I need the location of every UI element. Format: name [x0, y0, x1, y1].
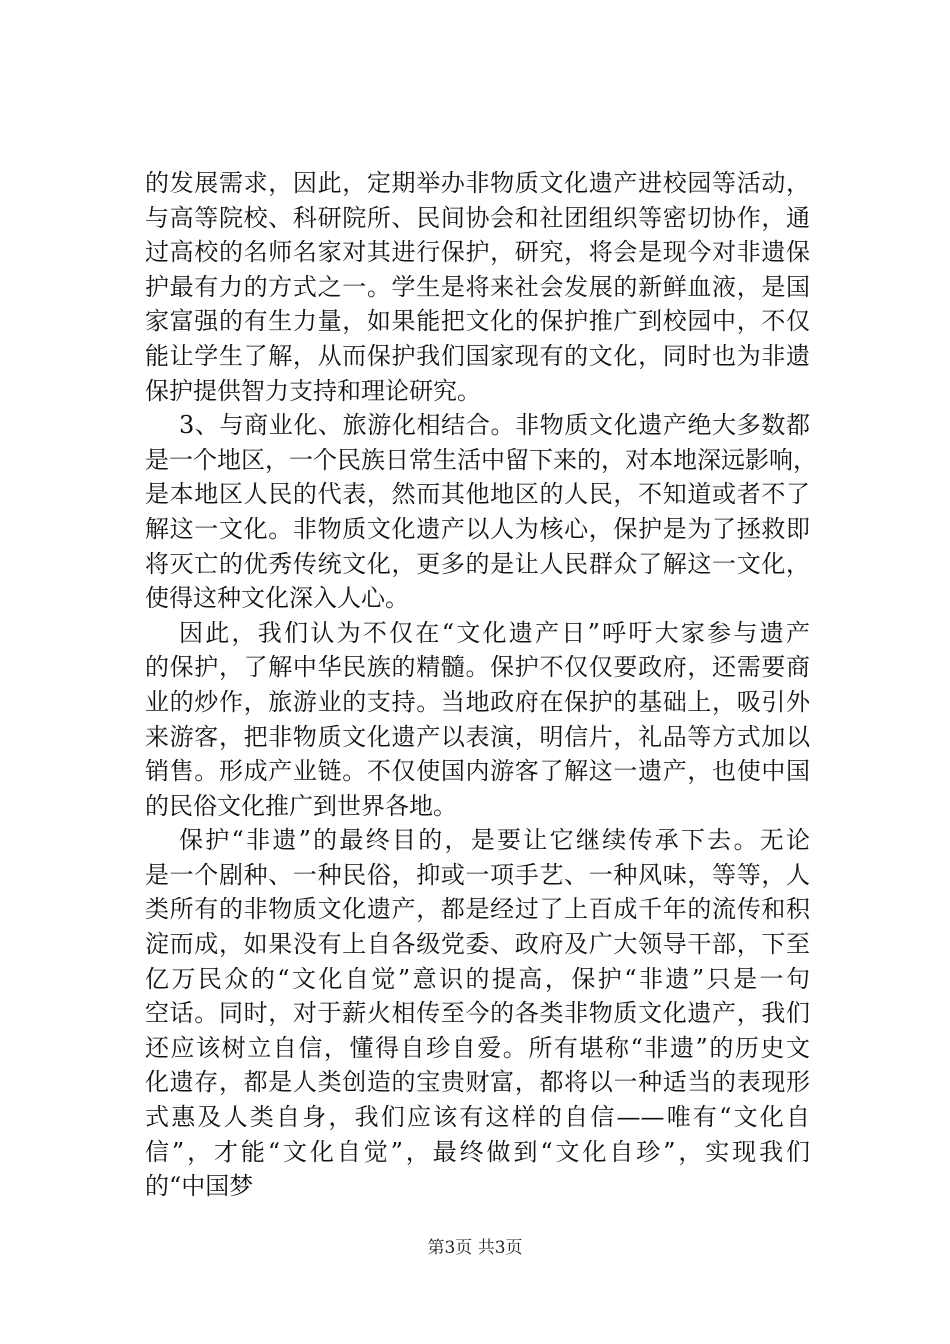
- paragraph-4-line: 是一个剧种、一种民俗，抑或一项手艺、一种风味，等等，人: [145, 860, 810, 889]
- page-footer: 第3页 共3页: [427, 1238, 523, 1258]
- document-body: [145, 166, 817, 1204]
- paragraph-1-line: 的发展需求，因此，定期举办非物质文化遗产进校园等活动，: [145, 169, 810, 197]
- paragraph-1-line: 保护提供智力支持和理论研究。: [145, 376, 481, 405]
- paragraph-1-line: 过高校的名师名家对其进行保护，研究，将会是现今对非遗保: [145, 238, 810, 267]
- paragraph-4-line: 保护“非遗”的最终目的，是要让它继续传承下去。无论: [179, 826, 810, 855]
- paragraph-4-line: 亿万民众的“文化自觉”意识的提高，保护“非遗”只是一句: [145, 964, 810, 993]
- paragraph-4-line: 式惠及人类自身，我们应该有这样的自信——唯有“文化自: [145, 1103, 810, 1132]
- paragraph-3-line: 业的炒作，旅游业的支持。当地政府在保护的基础上，吸引外: [145, 687, 810, 716]
- paragraph-2-line: 是本地区人民的代表，然而其他地区的人民，不知道或者不了: [145, 480, 810, 509]
- paragraph-4-line: 化遗存，都是人类创造的宝贵财富，都将以一种适当的表现形: [145, 1068, 810, 1097]
- paragraph-4-line: 信”，才能“文化自觉”，最终做到“文化自珍”，实现我们: [145, 1137, 810, 1166]
- paragraph-4-line: 类所有的非物质文化遗产，都是经过了上百成千年的流传和积: [145, 895, 810, 924]
- paragraph-1-line: 家富强的有生力量，如果能把文化的保护推广到校园中，不仅: [145, 307, 810, 336]
- paragraph-3-line: 来游客，把非物质文化遗产以表演，明信片，礼品等方式加以: [145, 722, 810, 751]
- paragraph-1-line: 能让学生了解，从而保护我们国家现有的文化，同时也为非遗: [145, 341, 810, 370]
- paragraph-3-line: 因此，我们认为不仅在“文化遗产日”呼吁大家参与遗产: [179, 618, 810, 647]
- paragraph-2-line: 3、与商业化、旅游化相结合。非物质文化遗产绝大多数都: [179, 411, 810, 440]
- paragraph-2-line: 使得这种文化深入人心。: [145, 584, 409, 613]
- paragraph-2-line: 解这一文化。非物质文化遗产以人为核心，保护是为了拯救即: [145, 514, 810, 543]
- paragraph-1-line: 与高等院校、科研院所、民间协会和社团组织等密切协作，通: [145, 203, 810, 232]
- paragraph-3-line: 的保护，了解中华民族的精髓。保护不仅仅要政府，还需要商: [145, 653, 810, 682]
- paragraph-4-line: 淀而成，如果没有上自各级党委、政府及广大领导干部，下至: [145, 930, 810, 959]
- paragraph-2-line: 是一个地区，一个民族日常生活中留下来的，对本地深远影响，: [145, 445, 817, 474]
- paragraph-4-line: 还应该树立自信，懂得自珍自爱。所有堪称“非遗”的历史文: [145, 1033, 810, 1062]
- paragraph-1-line: 护最有力的方式之一。学生是将来社会发展的新鲜血液，是国: [145, 272, 810, 301]
- paragraph-4-line: 空话。同时，对于薪火相传至今的各类非物质文化遗产，我们: [145, 999, 810, 1028]
- paragraph-4-line: 的“中国梦: [145, 1172, 254, 1201]
- paragraph-3-line: 销售。形成产业链。不仅使国内游客了解这一遗产，也使中国: [145, 757, 810, 786]
- paragraph-3-line: 的民俗文化推广到世界各地。: [145, 791, 457, 820]
- paragraph-2-line: 将灭亡的优秀传统文化，更多的是让人民群众了解这一文化，: [145, 549, 810, 578]
